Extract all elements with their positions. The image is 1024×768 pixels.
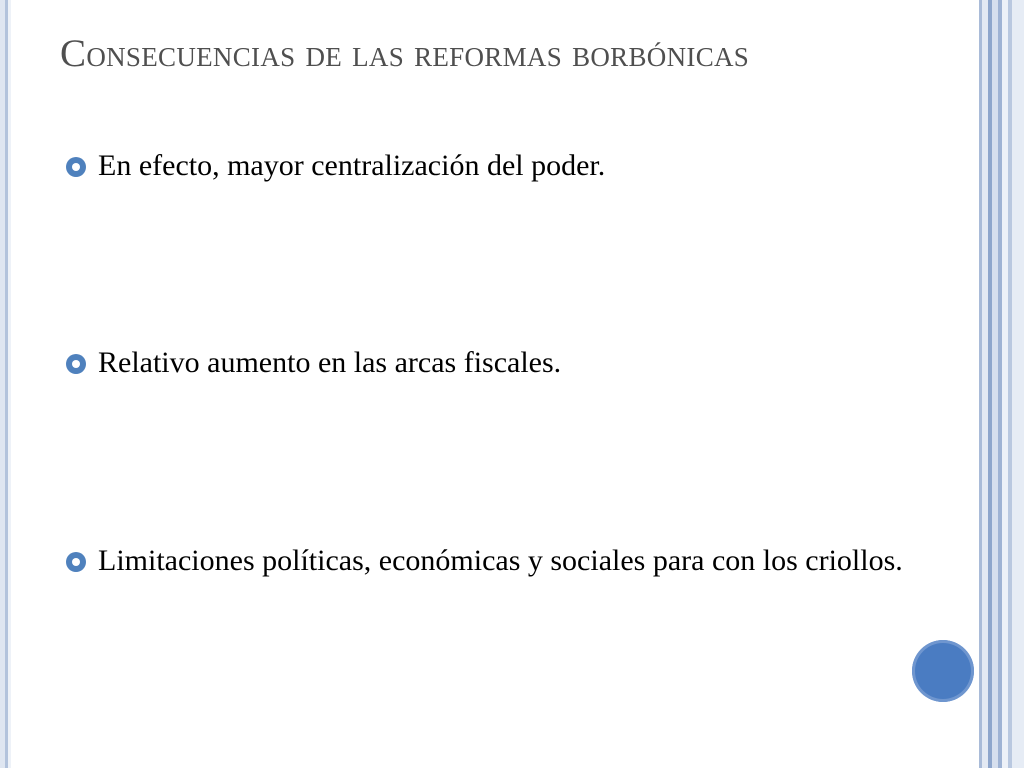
right-decorative-bar [976,0,1024,768]
bullet-text: Relativo aumento en las arcas fiscales. [98,346,562,379]
bullet-icon [66,354,86,374]
bullet-text: En efecto, mayor centralización del poder. [98,149,606,182]
left-decorative-stripe [0,0,11,768]
bullet-icon [66,157,86,177]
slide-title: Consecuencias de las reformas borbónicas [60,32,750,75]
decorative-circle [912,640,974,702]
bullet-text: Limitaciones políticas, económicas y sociales para con los criollos. [98,544,903,577]
bullet-icon [66,552,86,572]
